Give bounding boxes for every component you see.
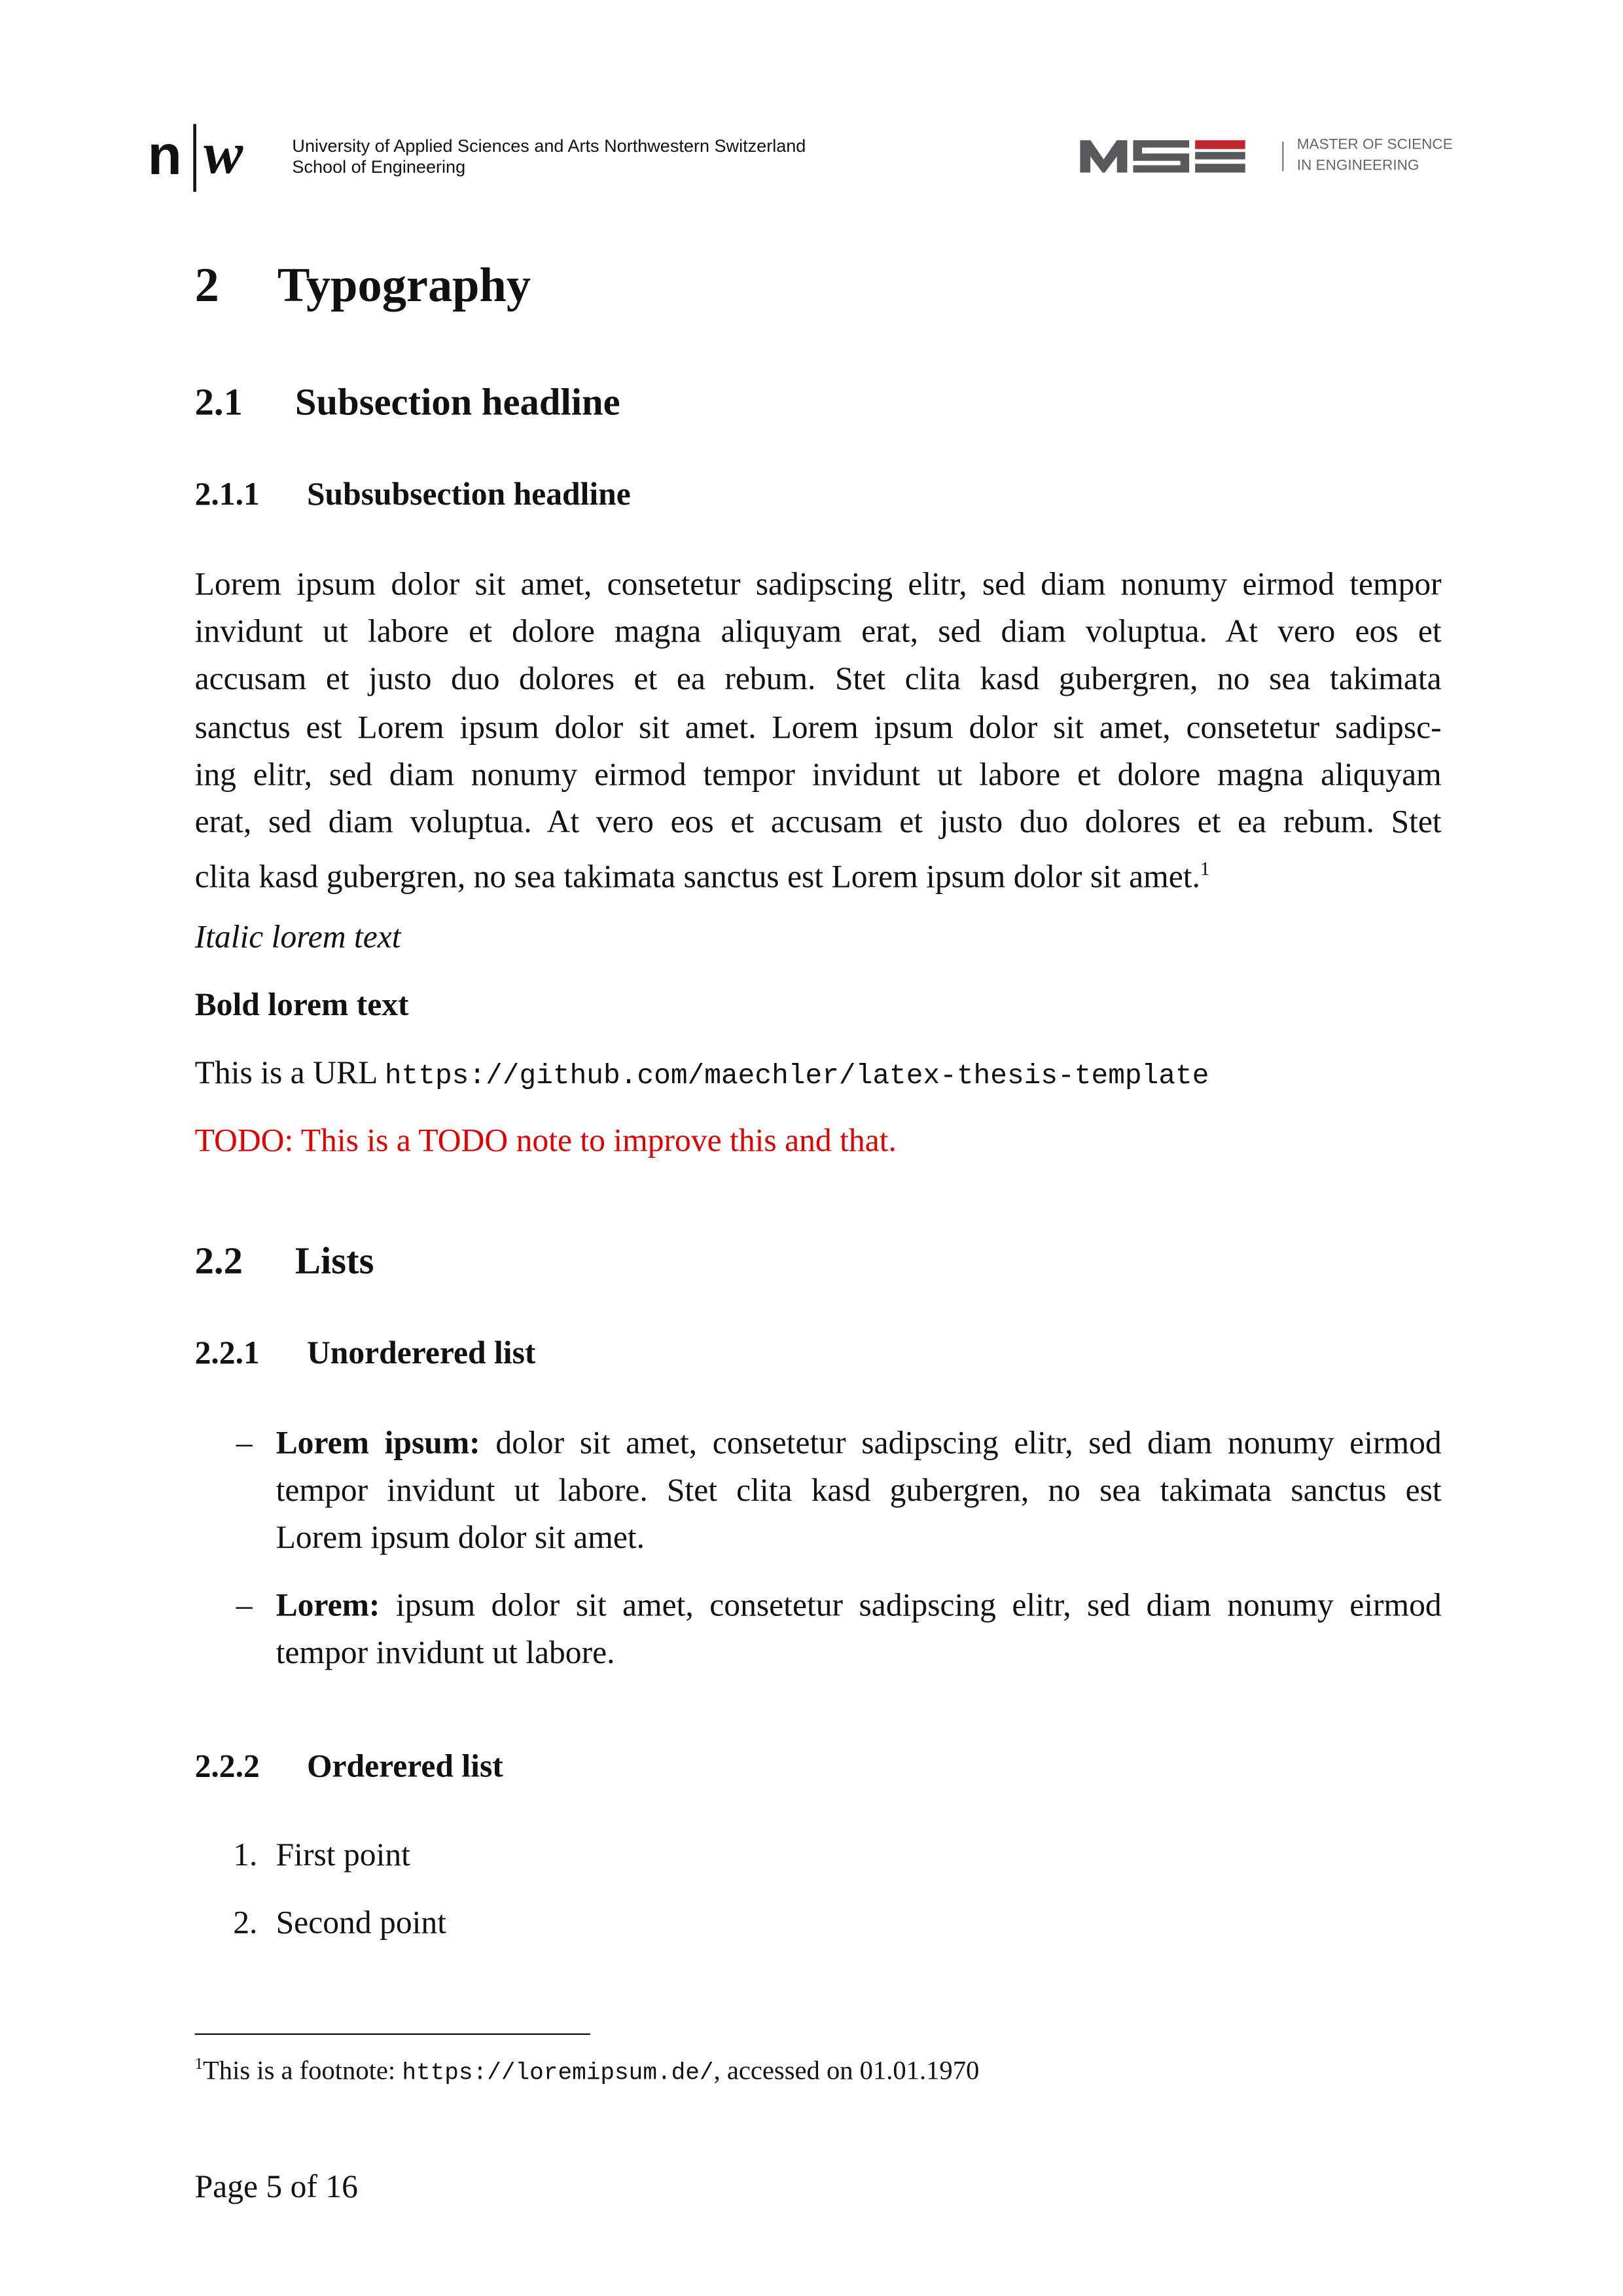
list-bullet: – — [236, 1586, 253, 1624]
subsection-number: 2.1.1 — [194, 475, 260, 512]
section-number: 2.1 — [194, 380, 243, 424]
paragraph-line: sanctus est Lorem ipsum dolor sit amet. Lorem ipsum dolor sit amet, consetetur sadipsc- — [194, 708, 1442, 745]
list-number: 2. — [233, 1903, 258, 1941]
chapter-number: 2 — [194, 259, 219, 313]
paragraph-line: erat, sed diam voluptua. At vero eos et accusam et justo duo dolores et ea rebum. Stet — [194, 802, 1442, 840]
page-number: Page 5 of 16 — [194, 2167, 358, 2205]
footnote-url[interactable]: https://loremipsum.de/ — [402, 2060, 714, 2087]
university-line1: University of Applied Sciences and Arts Northwestern Switzerland — [292, 135, 806, 156]
list-number: 1. — [233, 1835, 258, 1873]
url-link[interactable]: https://github.com/maechler/latex-thesis-template — [384, 1059, 1209, 1092]
list-item: Second point — [276, 1903, 447, 1941]
list-item-line: tempor invidunt ut labore. — [276, 1633, 615, 1671]
mse-logo — [1080, 140, 1245, 173]
list-item-line: Lorem ipsum: dolor sit amet, consetetur sadipscing elitr, sed diam nonumy eirmod — [276, 1424, 1442, 1462]
bold-text: Bold lorem text — [194, 986, 409, 1023]
paragraph-line: accusam et justo duo dolores et ea rebum. Stet clita kasd gubergren, no sea takimata — [194, 659, 1442, 697]
url-prefix: This is a URL — [194, 1053, 377, 1091]
section-title: Lists — [294, 1239, 374, 1283]
list-term: Lorem: — [276, 1586, 380, 1624]
subsection-title: Orderered list — [306, 1747, 503, 1784]
italic-text: Italic lorem text — [194, 918, 401, 955]
todo-note: TODO: This is a TODO note to improve this and that. — [194, 1121, 897, 1158]
footnote: $^1$This is a footnote: https://loremipsum.de/, accessed on 01.01.1970 — [194, 2055, 980, 2087]
subsection-title: Unorderered list — [306, 1334, 536, 1371]
paragraph-line: Lorem ipsum dolor sit amet, consetetur sadipscing elitr, sed diam nonumy eirmod tempor — [194, 565, 1442, 602]
list-item-line: Lorem: ipsum dolor sit amet, consetetur sadipscing elitr, sed diam nonumy eirmod — [276, 1586, 1442, 1624]
footnote-rule — [195, 2034, 590, 2035]
chapter-title: Typography — [277, 259, 531, 313]
list-bullet: – — [236, 1424, 253, 1462]
paragraph-line: ing elitr, sed diam nonumy eirmod tempor invidunt ut labore et dolore magna aliquyam — [194, 755, 1442, 793]
subsection-number: 2.2.2 — [194, 1747, 260, 1784]
subsection-number: 2.2.1 — [194, 1334, 260, 1371]
list-item-line: Lorem ipsum dolor sit amet. — [276, 1518, 645, 1556]
university-line2: School of Engineering — [292, 156, 466, 177]
paragraph-line: invidunt ut labore et dolore magna aliquyam erat, sed diam voluptua. At vero eos et — [194, 612, 1442, 650]
mse-line1: MASTER OF SCIENCE — [1296, 137, 1453, 154]
list-item-line: tempor invidunt ut labore. Stet clita kasd gubergren, no sea takimata sanctus est — [276, 1471, 1442, 1509]
mse-divider — [1282, 141, 1283, 171]
fhnw-logo: n w — [147, 124, 265, 192]
list-item: First point — [276, 1835, 410, 1873]
footnote-mark: 1 — [1200, 857, 1210, 880]
paragraph-line: clita kasd gubergren, no sea takimata sanctus est Lorem ipsum dolor sit amet. — [194, 857, 1200, 895]
subsection-title: Subsubsection headline — [306, 475, 631, 512]
mse-line2: IN ENGINEERING — [1296, 158, 1419, 175]
section-number: 2.2 — [194, 1239, 243, 1283]
list-term: Lorem ipsum: — [276, 1424, 480, 1462]
section-title: Subsection headline — [294, 380, 620, 424]
